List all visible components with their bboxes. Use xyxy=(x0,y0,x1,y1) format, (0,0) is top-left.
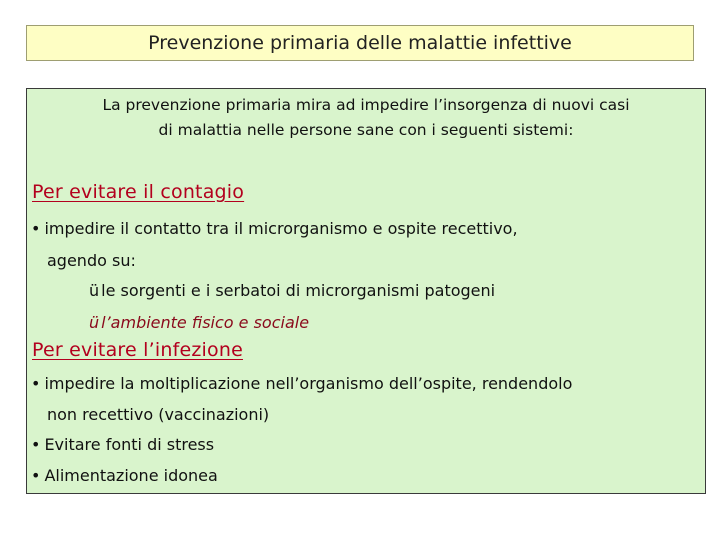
intro-line-2: di malattia nelle persone sane con i seguenti sistemi: xyxy=(158,121,574,139)
infezione-bullet-1-line-1 xyxy=(31,374,572,393)
infezione-bullet-3-text: Alimentazione idonea xyxy=(44,466,218,485)
contagio-sub-text-1: le sorgenti e i serbatoi di microrganismi patogeni xyxy=(101,281,496,300)
contagio-bullet-line-1 xyxy=(31,219,518,238)
content-panel xyxy=(26,88,706,494)
infezione-bullet-2 xyxy=(31,435,214,454)
infezione-bullet-1-line-2: non recettivo (vaccinazioni) xyxy=(47,405,270,424)
contagio-sub-item-2 xyxy=(89,313,309,332)
check-icon: ü xyxy=(89,281,100,300)
contagio-bullet-line-2: agendo su: xyxy=(47,251,136,270)
intro-line-1: La prevenzione primaria mira ad impedire l’insorgenza di nuovi casi xyxy=(102,96,630,114)
bullet-marker: • xyxy=(31,466,41,485)
infezione-bullet-1-text: impedire la moltiplicazione nell’organismo dell’ospite, rendendolo xyxy=(44,374,573,393)
slide-title xyxy=(26,25,694,61)
contagio-sub-text-2: l’ambiente fisico e sociale xyxy=(101,313,310,332)
contagio-bullet-text-1: impedire il contatto tra il microrganismo e ospite recettivo, xyxy=(44,219,518,238)
intro-paragraph xyxy=(27,93,705,143)
check-icon: ü xyxy=(89,313,100,332)
heading-infezione: Per evitare l’infezione xyxy=(32,339,243,361)
slide-title-text: Prevenzione primaria delle malattie infettive xyxy=(148,32,572,54)
infezione-bullet-3 xyxy=(31,466,218,485)
contagio-sub-item-1 xyxy=(89,281,495,300)
bullet-marker: • xyxy=(31,435,41,454)
heading-contagio: Per evitare il contagio xyxy=(32,181,245,203)
bullet-marker: • xyxy=(31,374,41,393)
bullet-marker: • xyxy=(31,219,41,238)
infezione-bullet-2-text: Evitare fonti di stress xyxy=(44,435,215,454)
